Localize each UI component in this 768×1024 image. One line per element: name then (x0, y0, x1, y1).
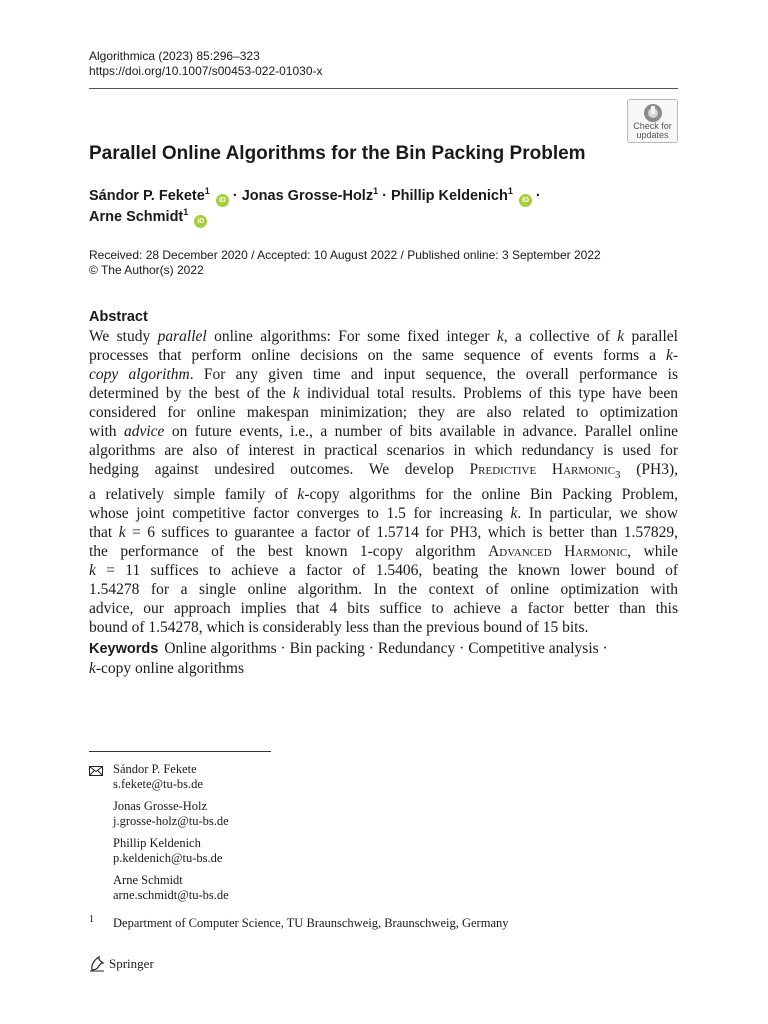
orcid-icon[interactable]: iD (194, 215, 207, 228)
doi-link[interactable]: https://doi.org/10.1007/s00453-022-01030-x (89, 64, 323, 78)
author-separator: · (535, 188, 541, 204)
springer-horse-icon (89, 955, 106, 972)
contact-name: Jonas Grosse-Holz (113, 799, 208, 813)
abstract-line: a relatively simple family of k-copy algorithms for the online Bin Packing Problem, (89, 486, 679, 504)
keywords-label: Keywords (89, 641, 159, 657)
keywords-text: Online algorithms · Bin packing · Redundancy · Competitive analysis · (164, 640, 608, 657)
abstract-line: bound of 1.54278, which is considerably less than the previous bound of 15 bits. (89, 619, 589, 637)
abstract-line: 1.54278 for a single online algorithm. In the context of online optimization with (89, 581, 678, 599)
orcid-icon[interactable]: iD (216, 194, 229, 207)
contact-email[interactable]: j.grosse-holz@tu-bs.de (113, 814, 229, 828)
author-affil-mark: 1 (204, 186, 210, 197)
contact-list (113, 762, 229, 910)
author-affil-mark: 1 (507, 186, 513, 197)
affiliation-number: 1 (89, 914, 94, 925)
abstract-line: that k = 6 suffices to guarantee a factor of 1.5714 for PH3, which is better than 1.57829, (89, 524, 678, 542)
abstract-line: the performance of the best known 1-copy algorithm Advanced Harmonic, while (89, 543, 678, 561)
check-for-updates-badge[interactable] (627, 99, 678, 143)
history-dates: Received: 28 December 2020 / Accepted: 10 August 2022 / Published online: 3 September 2022 (89, 248, 601, 262)
contact-email[interactable]: p.keldenich@tu-bs.de (113, 851, 223, 865)
author-affil-mark: 1 (183, 207, 189, 218)
publisher-logo (89, 955, 154, 972)
author-name: Arne Schmidt (89, 209, 184, 225)
journal-header (89, 49, 323, 79)
abstract-line: k = 11 suffices to achieve a factor of 1.5406, beating the known lower bound of (89, 562, 678, 580)
abstract-body (89, 327, 678, 637)
keywords-block (89, 639, 678, 678)
author-name: Sándor P. Fekete (89, 188, 205, 204)
publisher-name: Springer (109, 955, 154, 971)
contact-email[interactable]: s.fekete@tu-bs.de (113, 777, 203, 791)
footnote-rule (89, 751, 271, 752)
abstract-line: determined by the best of the k individual total results. Problems of this type have been (89, 385, 678, 402)
abstract-line: considered for online makespan minimization; they are also related to optimization (89, 404, 678, 421)
copyright-notice: © The Author(s) 2022 (89, 263, 204, 277)
abstract-line: We study parallel online algorithms: For some fixed integer k, a collective of k parallel (89, 328, 678, 345)
abstract-line: processes that perform online decisions on the same sequence of events forms a k- (89, 347, 678, 364)
crossmark-label-1: Check for (633, 121, 672, 131)
author-separator: · (232, 188, 238, 204)
header-rule (89, 88, 678, 89)
author-name: Phillip Keldenich (391, 188, 508, 204)
contact-entry (113, 836, 229, 866)
crossmark-label-2: updates (636, 130, 669, 140)
contact-entry (113, 873, 229, 903)
contact-entry (113, 799, 229, 829)
envelope-icon (89, 766, 103, 776)
crossmark-icon (642, 103, 664, 123)
author-affil-mark: 1 (373, 186, 379, 197)
contact-name: Phillip Keldenich (113, 836, 201, 850)
abstract-line: whose joint competitive factor converges to 1.5 for increasing k. In particular, we show (89, 505, 678, 523)
abstract-line: copy algorithm. For any given time and input sequence, the overall performance is (89, 366, 679, 383)
author-separator: · (382, 188, 387, 204)
abstract-line: with advice on future events, i.e., a number of bits available in advance. Parallel online (89, 423, 678, 440)
publication-dates (89, 248, 601, 278)
keywords-line-1 (89, 639, 678, 659)
journal-citation: Algorithmica (2023) 85:296–323 (89, 49, 260, 63)
affiliation-text: Department of Computer Science, TU Braunschweig, Braunschweig, Germany (113, 916, 509, 930)
abstract-heading: Abstract (89, 309, 148, 325)
author-name: Jonas Grosse-Holz (241, 188, 374, 204)
abstract-line: hedging against undesired outcomes. We develop Predictive Harmonic$_3$ (PH3), (89, 461, 678, 482)
contact-name: Arne Schmidt (113, 873, 183, 887)
abstract-line: algorithms are also of interest in practical scenarios in which redundancy is used for (89, 442, 678, 459)
contact-name: Sándor P. Fekete (113, 762, 197, 776)
author-list (89, 186, 609, 228)
abstract-line: advice, our approach implies that 4 bits suffice to achieve a factor better than this (89, 600, 678, 618)
contact-entry (113, 762, 229, 792)
orcid-icon[interactable]: iD (519, 194, 532, 207)
contact-email[interactable]: arne.schmidt@tu-bs.de (113, 888, 229, 902)
keywords-line-2: k-copy online algorithms (89, 660, 244, 677)
paper-title: Parallel Online Algorithms for the Bin Packing Problem (89, 143, 586, 164)
